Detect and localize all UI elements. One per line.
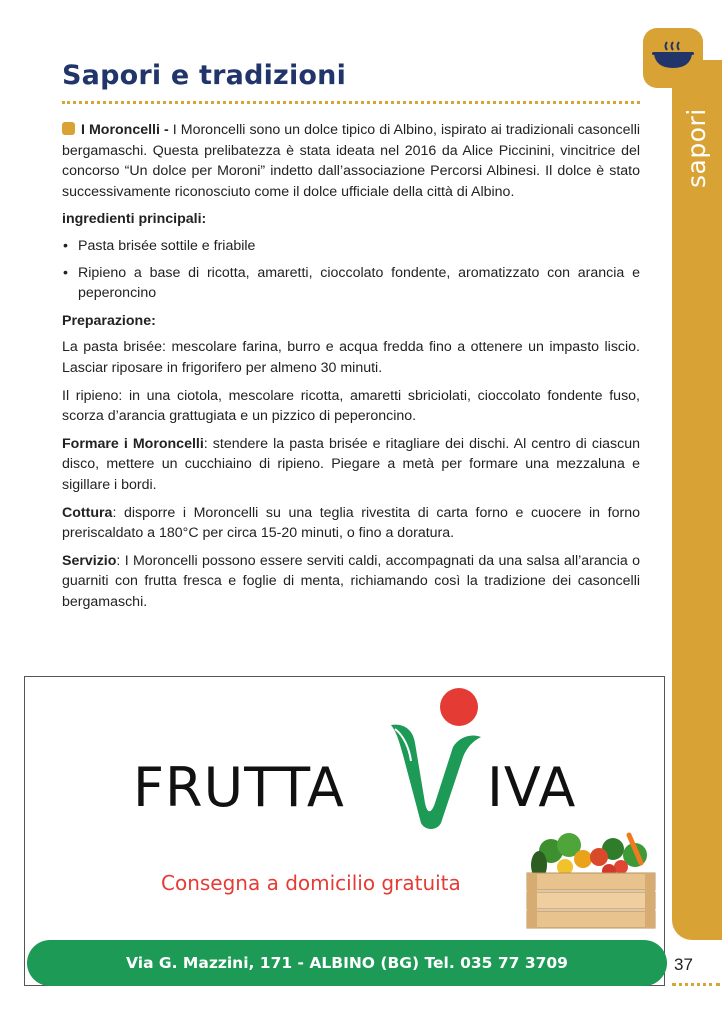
intro-text: I Moroncelli sono un dolce tipico di Albino, ispirato ai tradizionali casoncelli bergamaschi. Questa prelibatezza è stata ideata nel 2016 da Alice Piccinini, vincitrice del concorso “Un dolce per Moroni” indetto dall’associazione Percorsi Albinesi. Il dolce è stato successivamente riconosciuto come il dolce ufficiale della città di Albino. [62, 122, 640, 200]
side-label: sapori [682, 108, 711, 188]
intro-paragraph [62, 120, 640, 202]
brand-left: FRUTTA [133, 756, 345, 819]
preparation-filling: Il ripieno: in una ciotola, mescolare ricotta, amaretti sbriciolati, cioccolato fondente fuso, scorza d’arancia grattugiata e un pizzico di peperoncino. [62, 387, 640, 425]
list-item: • Pasta brisée sottile e friabile [62, 236, 640, 257]
side-tab [672, 60, 722, 940]
serve-paragraph [62, 551, 640, 613]
brand-right: IVA [487, 756, 577, 819]
article-body [62, 120, 640, 619]
page-title: Sapori e tradizioni [62, 60, 347, 91]
serve-label: Servizio [62, 552, 117, 569]
square-bullet-icon [62, 122, 75, 135]
v-leaf-logo-icon [381, 685, 491, 835]
ingredients-label: ingredienti principali: [62, 211, 207, 228]
shape-text: : stendere la pasta brisée e ritagliare dei dischi. Al centro di ciascun disco, mettere un cucchiaino di ripieno. Piegare a metà per formare una mezzaluna e sigillare i bordi. [62, 435, 640, 493]
page-number-divider [672, 983, 720, 986]
ingredients-list [62, 236, 640, 304]
cook-label: Cottura [62, 504, 113, 521]
pot-steam-icon [643, 28, 703, 88]
brand-logo [133, 745, 577, 835]
serve-text: : I Moroncelli possono essere serviti caldi, accompagnati da una salsa all’arancia o guarniti con frutta fresca e foglie di menta, richiamando così la tradizione dei casoncelli bergamaschi. [62, 552, 640, 610]
shape-paragraph [62, 434, 640, 496]
page-number: 37 [674, 955, 693, 974]
cook-paragraph [62, 503, 640, 544]
intro-name: I Moroncelli - [81, 122, 169, 138]
vegetable-crate-icon [521, 829, 661, 934]
list-item: • Ripieno a base di ricotta, amaretti, cioccolato fondente, aromatizzato con arancia e peperoncino [62, 263, 640, 304]
cook-text: : disporre i Moroncelli su una teglia rivestita di carta forno e cuocere in forno preriscaldato a 180°C per circa 15-20 minuti, o fino a doratura. [62, 504, 640, 542]
advertisement [24, 676, 665, 986]
title-divider [62, 101, 640, 104]
preparation-dough: La pasta brisée: mescolare farina, burro e acqua fredda fino a ottenere un impasto liscio. Lasciar riposare in frigorifero per almeno 30 minuti. [62, 339, 640, 376]
address-bar: Via G. Mazzini, 171 - ALBINO (BG) Tel. 035 77 3709 [27, 940, 667, 986]
shape-label: Formare i Moroncelli [62, 435, 204, 452]
preparation-label: Preparazione: [62, 312, 156, 329]
tagline: Consegna a domicilio gratuita [161, 871, 461, 895]
